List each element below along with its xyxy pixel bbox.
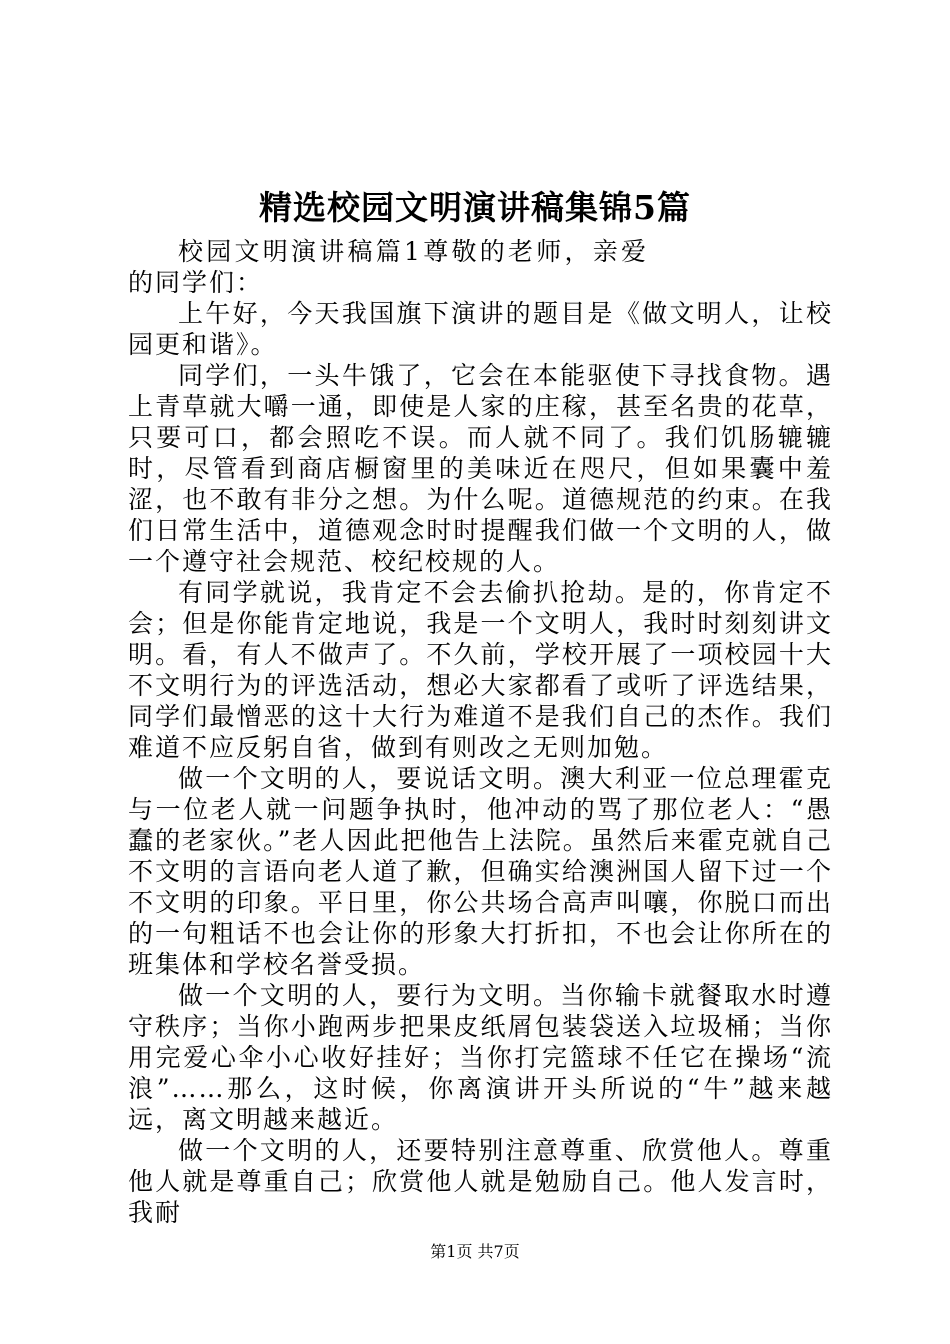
document-body: [128, 236, 833, 1228]
paragraph-5: 做一个文明的人，要说话文明。澳大利亚一位总理霍克与一位老人就一问题争执时，他冲动的骂了那位老人：“愚蠢的老家伙。”老人因此把他告上法院。虽然后来霍克就自己不文明的言语向老人道了歉，但确实给澳洲国人留下过一个不文明的印象。平日里，你公共场合高声叫嚷，你脱口而出的一句粗话不也会让你的形象大打折扣，不也会让你所在的班集体和学校名誉受损。: [128, 764, 833, 979]
page-number-footer: 第1页 共7页: [430, 1242, 520, 1261]
paragraph-1: 校园文明演讲稿篇1尊敬的老师，亲爱的同学们：: [128, 237, 648, 297]
document-title: 精选校园文明演讲稿集锦5篇: [259, 188, 691, 227]
paragraph-2: 上午好，今天我国旗下演讲的题目是《做文明人，让校园更和谐》。: [128, 299, 833, 359]
paragraph-7: 做一个文明的人，还要特别注意尊重、欣赏他人。尊重他人就是尊重自己；欣赏他人就是勉励自己。他人发言时，我耐: [128, 1136, 833, 1227]
paragraph-6: 做一个文明的人，要行为文明。当你输卡就餐取水时遵守秩序；当你小跑两步把果皮纸屑包装袋送入垃圾桶；当你用完爱心伞小心收好挂好；当你打完篮球不任它在操场“流浪”……那么，这时候，你离演讲开头所说的“牛”越来越远，离文明越来越近。: [128, 981, 833, 1134]
paragraph-3: 同学们，一头牛饿了，它会在本能驱使下寻找食物。遇上青草就大嚼一通，即使是人家的庄稼，甚至名贵的花草，只要可口，都会照吃不误。而人就不同了。我们饥肠辘辘时，尽管看到商店橱窗里的美味近在咫尺，但如果囊中羞涩，也不敢有非分之想。为什么呢。道德规范的约束。在我们日常生活中，道德观念时时提醒我们做一个文明的人，做一个遵守社会规范、校纪校规的人。: [128, 361, 833, 576]
paragraph-4: 有同学就说，我肯定不会去偷扒抢劫。是的，你肯定不会；但是你能肯定地说，我是一个文明人，我时时刻刻讲文明。看，有人不做声了。不久前，学校开展了一项校园十大不文明行为的评选活动，想必大家都看了或听了评选结果，同学们最憎恶的这十大行为难道不是我们自己的杰作。我们难道不应反躬自省，做到有则改之无则加勉。: [128, 578, 833, 762]
